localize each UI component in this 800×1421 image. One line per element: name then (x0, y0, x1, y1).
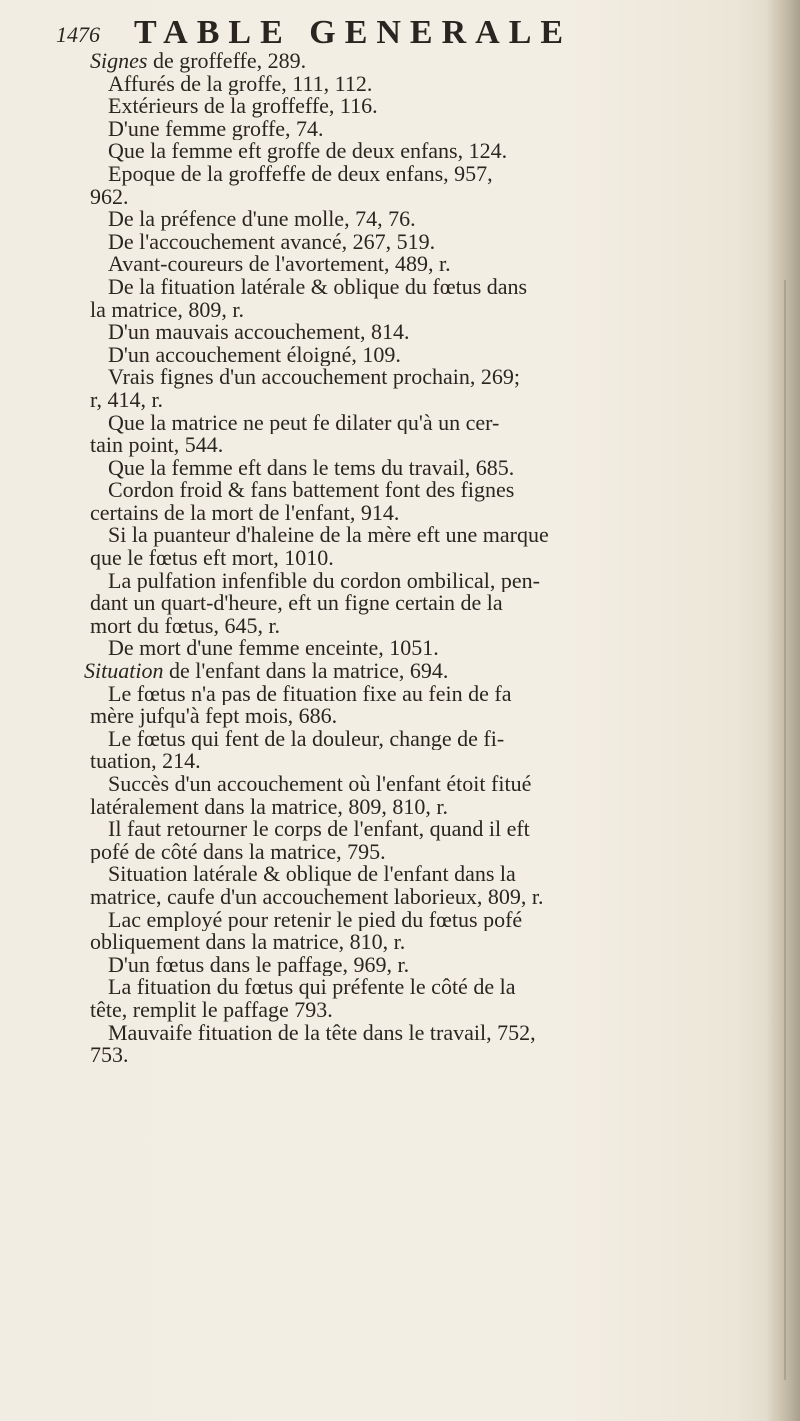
index-entry-line (84, 999, 724, 1022)
index-entry-line (84, 547, 724, 570)
index-entry-text: Mauvaife fituation de la tête dans le travail, 752, (108, 1021, 536, 1045)
index-entry-text: Cordon froid & fans battement font des fignes (108, 479, 515, 502)
index-entry-text: certains de la mort de l'enfant, 914. (90, 501, 400, 525)
index-entry-line (84, 253, 724, 276)
page-title: TABLE GENERALE (134, 14, 573, 51)
index-entry-text: D'une femme groffe, 74. (108, 117, 324, 141)
index-entry-text: La fituation du fœtus qui préfente le côté de la (108, 976, 516, 999)
index-entry-line (84, 592, 724, 615)
index-entry-line (84, 208, 724, 231)
index-entry-line (84, 1044, 724, 1067)
index-entry-text: la matrice, 809, r. (90, 298, 244, 322)
index-entry-line (84, 140, 724, 163)
index-entry-text: tête, remplit le paffage 793. (90, 998, 333, 1022)
index-entry-line (84, 95, 724, 118)
index-entry-line (84, 863, 724, 886)
index-entry-line (84, 773, 724, 796)
index-entry-line (84, 954, 724, 977)
index-entry-text: Extérieurs de la groffeffe, 116. (108, 95, 378, 118)
index-entry-line (84, 389, 724, 412)
index-entry-line (84, 186, 724, 209)
index-entry-text: Affurés de la groffe, 111, 112. (108, 72, 373, 96)
index-entry-line (84, 524, 724, 547)
index-entry-line (84, 276, 724, 299)
index-entry-line (84, 909, 724, 932)
index-entry-text: De mort d'une femme enceinte, 1051. (108, 637, 439, 661)
index-entry-text: Que la femme eft dans le tems du travail, 685. (108, 456, 515, 480)
index-entry-line (84, 299, 724, 322)
index-entry-text: Lac employé pour retenir le pied du fœtus pofé (108, 908, 523, 932)
index-entry-line (84, 479, 724, 502)
index-entry-text: D'un accouchement éloigné, 109. (108, 343, 401, 367)
index-entry-line (84, 615, 724, 638)
index-entry-text: D'un fœtus dans le paffage, 969, r. (108, 953, 410, 977)
index-entry-line (84, 344, 724, 367)
index-entry-text: dant un quart-d'heure, eft un figne certain de la (90, 592, 503, 615)
index-entry-line (84, 931, 724, 954)
index-entry-text: tain point, 544. (90, 434, 224, 457)
index-entry-line (84, 412, 724, 435)
index-entry-text: De l'accouchement avancé, 267, 519. (108, 230, 436, 254)
index-entry-text: La pulfation infenfible du cordon ombilical, pen- (108, 569, 540, 593)
index-entry-line (84, 637, 724, 660)
index-heading-line (84, 660, 724, 683)
index-entry-text: Que la matrice ne peut fe dilater qu'à un cer- (108, 411, 500, 435)
index-entry-line (84, 321, 724, 344)
index-entry-line (84, 818, 724, 841)
index-heading-word: Situation (84, 660, 164, 683)
index-entry-line (84, 841, 724, 864)
index-entry-text: r, 414, r. (90, 388, 164, 412)
index-entry-text: Le fœtus n'a pas de fituation fixe au fein de fa (108, 682, 512, 706)
index-entry-line (84, 750, 724, 773)
index-entry-text: D'un mauvais accouchement, 814. (108, 321, 410, 344)
index-entry-text: Que la femme eft groffe de deux enfans, 124. (108, 140, 508, 163)
index-entry-text: mère jufqu'à fept mois, 686. (90, 705, 338, 728)
index-entry-text: que le fœtus eft mort, 1010. (90, 547, 334, 570)
index-entry-text: Vrais fignes d'un accouchement prochain, 269; (108, 366, 520, 389)
index-entry-line (84, 73, 724, 96)
index-entry-text: tuation, 214. (90, 750, 201, 773)
index-entry-text: de groffeffe, 289. (147, 50, 307, 73)
index-entry-text: latéralement dans la matrice, 809, 810, r. (90, 795, 448, 819)
index-entry-text: Si la puanteur d'haleine de la mère eft une marque (108, 524, 549, 548)
index-entry-text: De la fituation latérale & oblique du fœtus dans (108, 275, 528, 299)
index-entry-text: pofé de côté dans la matrice, 795. (90, 840, 386, 864)
index-entry-line (84, 1022, 724, 1045)
index-entry-line (84, 434, 724, 457)
index-entry-text: Avant-coureurs de l'avortement, 489, r. (108, 253, 451, 276)
index-entry-text: Succès d'un accouchement où l'enfant étoit fitué (108, 773, 532, 796)
page-edge-shadow (766, 0, 800, 1421)
index-entry-line (84, 231, 724, 254)
index-entry-text: obliquement dans la matrice, 810, r. (90, 931, 406, 954)
index-entry-line (84, 796, 724, 819)
index-entry-text: 753. (90, 1044, 129, 1067)
index-entry-text: de l'enfant dans la matrice, 694. (163, 660, 449, 683)
index-entry-line (84, 502, 724, 525)
index-entry-text: Situation latérale & oblique de l'enfant dans la (108, 863, 516, 886)
index-entry-text: 962. (90, 185, 129, 209)
page-header (50, 14, 750, 54)
index-heading-word: Signes (90, 50, 148, 73)
index-heading-line (84, 50, 724, 73)
page-number: 1476 (56, 22, 100, 47)
index-text-body (84, 50, 724, 1067)
index-entry-line (84, 570, 724, 593)
index-entry-line (84, 705, 724, 728)
index-entry-line (84, 118, 724, 141)
index-entry-line (84, 886, 724, 909)
index-entry-text: Le fœtus qui fent de la douleur, change de fi- (108, 727, 505, 751)
index-entry-text: mort du fœtus, 645, r. (90, 614, 281, 638)
index-entry-text: Il faut retourner le corps de l'enfant, quand il eft (108, 818, 530, 841)
index-entry-line (84, 683, 724, 706)
binding-line (784, 280, 786, 1380)
index-entry-line (84, 976, 724, 999)
index-entry-line (84, 457, 724, 480)
index-entry-text: De la préfence d'une molle, 74, 76. (108, 208, 416, 231)
index-entry-line (84, 366, 724, 389)
index-entry-line (84, 728, 724, 751)
index-entry-text: Epoque de la groffeffe de deux enfans, 957, (108, 162, 493, 186)
index-entry-text: matrice, caufe d'un accouchement laborieux, 809, r. (90, 885, 544, 909)
index-entry-line (84, 163, 724, 186)
